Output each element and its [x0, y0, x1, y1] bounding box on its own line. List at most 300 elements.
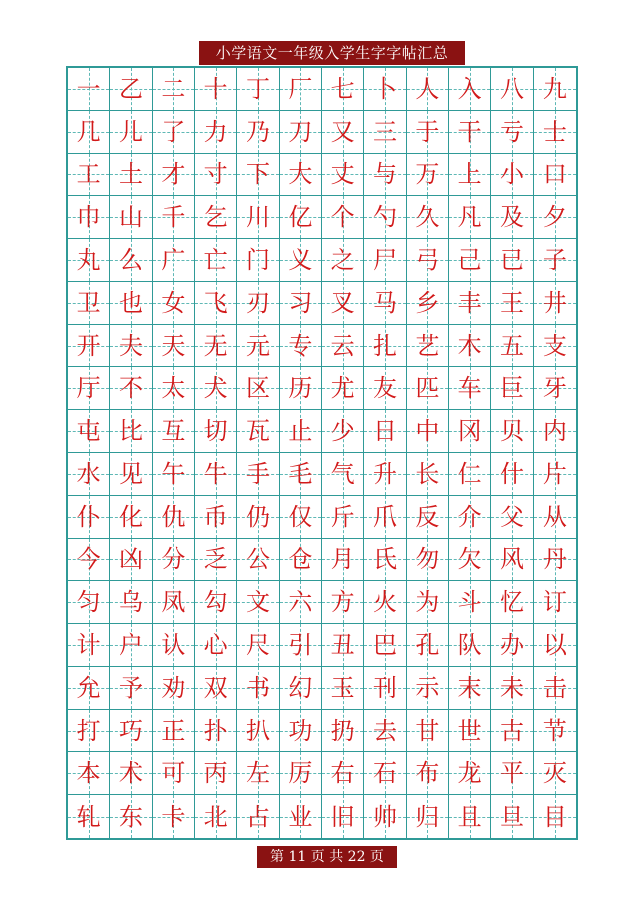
- practice-character: 比: [118, 417, 143, 446]
- grid-cell: [68, 539, 110, 582]
- practice-character: 毛: [288, 459, 313, 488]
- grid-cell: [449, 581, 491, 624]
- grid-cell: [237, 282, 279, 325]
- grid-cell: [491, 539, 533, 582]
- grid-cell: [534, 667, 576, 710]
- practice-character: 订: [542, 588, 567, 617]
- practice-character: 开: [76, 331, 101, 360]
- practice-character: 小: [499, 160, 524, 189]
- grid-cell: [491, 68, 533, 111]
- grid-cell: [491, 453, 533, 496]
- practice-character: 乙: [118, 74, 143, 103]
- practice-character: 车: [457, 374, 482, 403]
- practice-character: 中: [415, 417, 440, 446]
- practice-character: 计: [76, 630, 101, 659]
- grid-cell: [153, 325, 195, 368]
- practice-character: 干: [457, 117, 482, 146]
- practice-character: 见: [118, 459, 143, 488]
- grid-cell: [364, 496, 406, 539]
- grid-cell: [322, 154, 364, 197]
- practice-character: 乡: [415, 288, 440, 317]
- grid-cell: [153, 282, 195, 325]
- practice-character: 忆: [499, 588, 524, 617]
- practice-character: 化: [118, 502, 143, 531]
- grid-cell: [68, 367, 110, 410]
- grid-cell: [491, 410, 533, 453]
- grid-cell: [195, 239, 237, 282]
- practice-character: 匀: [76, 588, 101, 617]
- practice-character: 牙: [542, 374, 567, 403]
- grid-cell: [491, 667, 533, 710]
- practice-character: 冈: [457, 417, 482, 446]
- grid-cell: [534, 410, 576, 453]
- grid-cell: [280, 68, 322, 111]
- practice-character: 反: [415, 502, 440, 531]
- grid-cell: [110, 410, 152, 453]
- grid-cell: [449, 367, 491, 410]
- grid-cell: [407, 154, 449, 197]
- grid-cell: [449, 111, 491, 154]
- practice-character: 斗: [457, 588, 482, 617]
- grid-cell: [195, 752, 237, 795]
- practice-character: 方: [330, 588, 355, 617]
- grid-cell: [110, 496, 152, 539]
- grid-cell: [364, 196, 406, 239]
- grid-cell: [195, 539, 237, 582]
- grid-cell: [534, 624, 576, 667]
- grid-cell: [449, 710, 491, 753]
- grid-cell: [449, 453, 491, 496]
- grid-cell: [237, 752, 279, 795]
- practice-character: 厅: [76, 374, 101, 403]
- practice-character: 井: [542, 288, 567, 317]
- grid-cell: [491, 154, 533, 197]
- grid-cell: [280, 196, 322, 239]
- grid-cell: [449, 410, 491, 453]
- grid-cell: [280, 539, 322, 582]
- practice-character: 习: [288, 288, 313, 317]
- practice-character: 功: [288, 716, 313, 745]
- grid-cell: [195, 710, 237, 753]
- grid-cell: [195, 111, 237, 154]
- grid-cell: [364, 752, 406, 795]
- practice-character: 丑: [330, 630, 355, 659]
- grid-cell: [110, 196, 152, 239]
- practice-character: 分: [161, 545, 186, 574]
- grid-cell: [68, 496, 110, 539]
- grid-cell: [364, 710, 406, 753]
- practice-character: 爪: [372, 502, 397, 531]
- grid-cell: [110, 111, 152, 154]
- practice-character: 巨: [499, 374, 524, 403]
- practice-character: 旧: [330, 802, 355, 831]
- grid-cell: [407, 68, 449, 111]
- grid-cell: [153, 581, 195, 624]
- practice-character: 犬: [203, 374, 228, 403]
- practice-character: 劝: [161, 673, 186, 702]
- grid-cell: [449, 752, 491, 795]
- grid-cell: [237, 624, 279, 667]
- practice-character: 太: [161, 374, 186, 403]
- grid-cell: [68, 795, 110, 838]
- practice-character: 石: [372, 759, 397, 788]
- practice-character: 乌: [118, 588, 143, 617]
- grid-cell: [280, 154, 322, 197]
- grid-cell: [364, 68, 406, 111]
- grid-cell: [237, 410, 279, 453]
- practice-character: 马: [372, 288, 397, 317]
- practice-character: 刊: [372, 673, 397, 702]
- grid-cell: [322, 282, 364, 325]
- grid-cell: [280, 795, 322, 838]
- practice-character: 人: [415, 74, 440, 103]
- grid-cell: [153, 624, 195, 667]
- grid-cell: [407, 795, 449, 838]
- practice-character: 打: [76, 716, 101, 745]
- practice-character: 龙: [457, 759, 482, 788]
- practice-character: 为: [415, 588, 440, 617]
- practice-character: 双: [203, 673, 228, 702]
- grid-cell: [322, 239, 364, 282]
- practice-character: 么: [118, 245, 143, 274]
- practice-character: 一: [76, 74, 101, 103]
- grid-cell: [322, 367, 364, 410]
- practice-character: 牛: [203, 459, 228, 488]
- practice-character: 飞: [203, 288, 228, 317]
- practice-character: 日: [372, 417, 397, 446]
- practice-character: 古: [499, 716, 524, 745]
- grid-cell: [237, 68, 279, 111]
- grid-cell: [407, 239, 449, 282]
- practice-character: 切: [203, 417, 228, 446]
- practice-character: 瓦: [245, 417, 270, 446]
- practice-character: 云: [330, 331, 355, 360]
- practice-character: 口: [542, 160, 567, 189]
- grid-cell: [322, 453, 364, 496]
- grid-cell: [195, 453, 237, 496]
- practice-character: 扔: [330, 716, 355, 745]
- practice-character: 五: [499, 331, 524, 360]
- practice-character: 叉: [330, 288, 355, 317]
- practice-character: 击: [542, 673, 567, 702]
- grid-cell: [322, 581, 364, 624]
- practice-character: 十: [203, 74, 228, 103]
- grid-cell: [491, 710, 533, 753]
- practice-character: 火: [372, 588, 397, 617]
- practice-character: 不: [118, 374, 143, 403]
- practice-character: 幻: [288, 673, 313, 702]
- grid-cell: [195, 410, 237, 453]
- grid-cell: [237, 111, 279, 154]
- grid-cell: [364, 111, 406, 154]
- practice-character: 千: [161, 203, 186, 232]
- grid-cell: [153, 196, 195, 239]
- grid-cell: [110, 581, 152, 624]
- grid-cell: [195, 196, 237, 239]
- practice-character: 文: [245, 588, 270, 617]
- practice-character: 川: [245, 203, 270, 232]
- grid-cell: [153, 667, 195, 710]
- practice-character: 帅: [372, 802, 397, 831]
- practice-character: 久: [415, 203, 440, 232]
- grid-cell: [195, 154, 237, 197]
- practice-character: 大: [288, 160, 313, 189]
- practice-character: 未: [499, 673, 524, 702]
- practice-character: 个: [330, 203, 355, 232]
- practice-character: 元: [245, 331, 270, 360]
- grid-cell: [280, 367, 322, 410]
- practice-character: 寸: [203, 160, 228, 189]
- practice-character: 于: [415, 117, 440, 146]
- grid-cell: [237, 496, 279, 539]
- grid-cell: [68, 282, 110, 325]
- grid-cell: [364, 410, 406, 453]
- practice-character: 丸: [76, 245, 101, 274]
- grid-cell: [322, 410, 364, 453]
- practice-character: 互: [161, 417, 186, 446]
- practice-character: 心: [203, 630, 228, 659]
- grid-cell: [491, 367, 533, 410]
- grid-cell: [364, 581, 406, 624]
- grid-cell: [407, 710, 449, 753]
- grid-cell: [322, 111, 364, 154]
- practice-character: 户: [118, 630, 143, 659]
- grid-cell: [280, 710, 322, 753]
- practice-character: 贝: [499, 417, 524, 446]
- grid-cell: [491, 282, 533, 325]
- practice-character: 介: [457, 502, 482, 531]
- page-footer: 第 11 页 共 22 页: [257, 846, 397, 868]
- grid-cell: [407, 496, 449, 539]
- practice-character: 几: [76, 117, 101, 146]
- grid-cell: [110, 154, 152, 197]
- grid-cell: [110, 795, 152, 838]
- grid-cell: [534, 752, 576, 795]
- grid-cell: [237, 239, 279, 282]
- practice-character: 广: [161, 245, 186, 274]
- practice-character: 刃: [245, 288, 270, 317]
- practice-character: 友: [372, 374, 397, 403]
- grid-cell: [153, 795, 195, 838]
- practice-character: 书: [245, 673, 270, 702]
- practice-character: 认: [161, 630, 186, 659]
- grid-cell: [407, 111, 449, 154]
- grid-cell: [195, 496, 237, 539]
- practice-character: 灭: [542, 759, 567, 788]
- grid-cell: [153, 410, 195, 453]
- grid-cell: [364, 154, 406, 197]
- grid-cell: [237, 367, 279, 410]
- practice-character: 木: [457, 331, 482, 360]
- grid-cell: [68, 325, 110, 368]
- practice-character: 气: [330, 459, 355, 488]
- practice-character: 丙: [203, 759, 228, 788]
- grid-cell: [153, 154, 195, 197]
- grid-cell: [153, 367, 195, 410]
- practice-character: 卡: [161, 802, 186, 831]
- practice-character: 玉: [330, 673, 355, 702]
- grid-cell: [364, 282, 406, 325]
- practice-character: 可: [161, 759, 186, 788]
- grid-cell: [237, 453, 279, 496]
- grid-cell: [449, 282, 491, 325]
- grid-cell: [195, 367, 237, 410]
- grid-cell: [491, 239, 533, 282]
- practice-character: 乃: [245, 117, 270, 146]
- grid-cell: [449, 624, 491, 667]
- practice-character: 氏: [372, 545, 397, 574]
- practice-character: 归: [415, 802, 440, 831]
- grid-cell: [449, 795, 491, 838]
- grid-cell: [237, 710, 279, 753]
- practice-character: 才: [161, 160, 186, 189]
- grid-cell: [68, 710, 110, 753]
- practice-character: 办: [499, 630, 524, 659]
- grid-cell: [534, 581, 576, 624]
- grid-cell: [280, 325, 322, 368]
- grid-cell: [322, 752, 364, 795]
- grid-cell: [195, 624, 237, 667]
- practice-character: 与: [372, 160, 397, 189]
- practice-character: 王: [499, 288, 524, 317]
- practice-character: 片: [542, 459, 567, 488]
- practice-character: 父: [499, 502, 524, 531]
- practice-character: 工: [76, 160, 101, 189]
- grid-cell: [491, 752, 533, 795]
- grid-cell: [407, 453, 449, 496]
- grid-cell: [534, 367, 576, 410]
- practice-character: 及: [499, 203, 524, 232]
- grid-cell: [237, 667, 279, 710]
- grid-cell: [280, 667, 322, 710]
- practice-character: 勾: [203, 588, 228, 617]
- grid-cell: [110, 367, 152, 410]
- grid-cell: [407, 539, 449, 582]
- grid-cell: [449, 496, 491, 539]
- grid-cell: [364, 795, 406, 838]
- grid-cell: [153, 710, 195, 753]
- practice-character: 六: [288, 588, 313, 617]
- practice-character: 币: [203, 502, 228, 531]
- practice-character: 专: [288, 331, 313, 360]
- grid-cell: [491, 581, 533, 624]
- practice-character: 上: [457, 160, 482, 189]
- practice-character: 无: [203, 331, 228, 360]
- practice-character: 卫: [76, 288, 101, 317]
- grid-cell: [195, 795, 237, 838]
- grid-cell: [364, 624, 406, 667]
- practice-character: 亿: [288, 203, 313, 232]
- practice-character: 匹: [415, 374, 440, 403]
- grid-cell: [322, 496, 364, 539]
- grid-cell: [110, 710, 152, 753]
- grid-cell: [322, 710, 364, 753]
- practice-character: 儿: [118, 117, 143, 146]
- practice-character: 天: [161, 331, 186, 360]
- grid-cell: [280, 111, 322, 154]
- practice-character: 占: [245, 802, 270, 831]
- grid-cell: [364, 325, 406, 368]
- grid-cell: [534, 539, 576, 582]
- practice-character: 八: [499, 74, 524, 103]
- grid-cell: [407, 282, 449, 325]
- practice-character: 弓: [415, 245, 440, 274]
- practice-character: 勿: [415, 545, 440, 574]
- practice-character: 什: [499, 459, 524, 488]
- grid-cell: [68, 68, 110, 111]
- grid-cell: [407, 752, 449, 795]
- grid-cell: [195, 282, 237, 325]
- grid-cell: [68, 667, 110, 710]
- practice-character: 九: [542, 74, 567, 103]
- practice-character: 尤: [330, 374, 355, 403]
- grid-cell: [407, 410, 449, 453]
- practice-character: 节: [542, 716, 567, 745]
- grid-cell: [68, 154, 110, 197]
- grid-cell: [534, 239, 576, 282]
- grid-cell: [491, 111, 533, 154]
- grid-cell: [110, 752, 152, 795]
- practice-character: 斤: [330, 502, 355, 531]
- practice-character: 历: [288, 374, 313, 403]
- grid-cell: [237, 539, 279, 582]
- grid-cell: [407, 624, 449, 667]
- practice-character: 义: [288, 245, 313, 274]
- practice-character: 了: [161, 117, 186, 146]
- practice-character: 且: [457, 802, 482, 831]
- practice-character: 去: [372, 716, 397, 745]
- grid-cell: [491, 196, 533, 239]
- practice-character: 凶: [118, 545, 143, 574]
- practice-character: 仁: [457, 459, 482, 488]
- grid-cell: [407, 196, 449, 239]
- grid-cell: [364, 239, 406, 282]
- grid-cell: [280, 453, 322, 496]
- practice-character: 巴: [372, 630, 397, 659]
- grid-cell: [153, 539, 195, 582]
- grid-cell: [322, 795, 364, 838]
- practice-character: 巾: [76, 203, 101, 232]
- practice-character: 风: [499, 545, 524, 574]
- practice-character: 扎: [372, 331, 397, 360]
- grid-cell: [280, 410, 322, 453]
- grid-cell: [322, 667, 364, 710]
- grid-cell: [322, 196, 364, 239]
- practice-grid: [66, 66, 578, 840]
- grid-cell: [491, 325, 533, 368]
- practice-character: 正: [161, 716, 186, 745]
- grid-cell: [195, 667, 237, 710]
- practice-character: 厉: [288, 759, 313, 788]
- grid-cell: [534, 710, 576, 753]
- practice-character: 本: [76, 759, 101, 788]
- grid-cell: [237, 154, 279, 197]
- practice-character: 支: [542, 331, 567, 360]
- practice-character: 仍: [245, 502, 270, 531]
- grid-cell: [534, 795, 576, 838]
- grid-cell: [153, 111, 195, 154]
- practice-character: 平: [499, 759, 524, 788]
- grid-cell: [364, 367, 406, 410]
- grid-cell: [491, 496, 533, 539]
- grid-cell: [237, 795, 279, 838]
- practice-character: 又: [330, 117, 355, 146]
- practice-character: 乞: [203, 203, 228, 232]
- grid-cell: [153, 453, 195, 496]
- grid-cell: [280, 496, 322, 539]
- grid-cell: [322, 68, 364, 111]
- grid-cell: [491, 795, 533, 838]
